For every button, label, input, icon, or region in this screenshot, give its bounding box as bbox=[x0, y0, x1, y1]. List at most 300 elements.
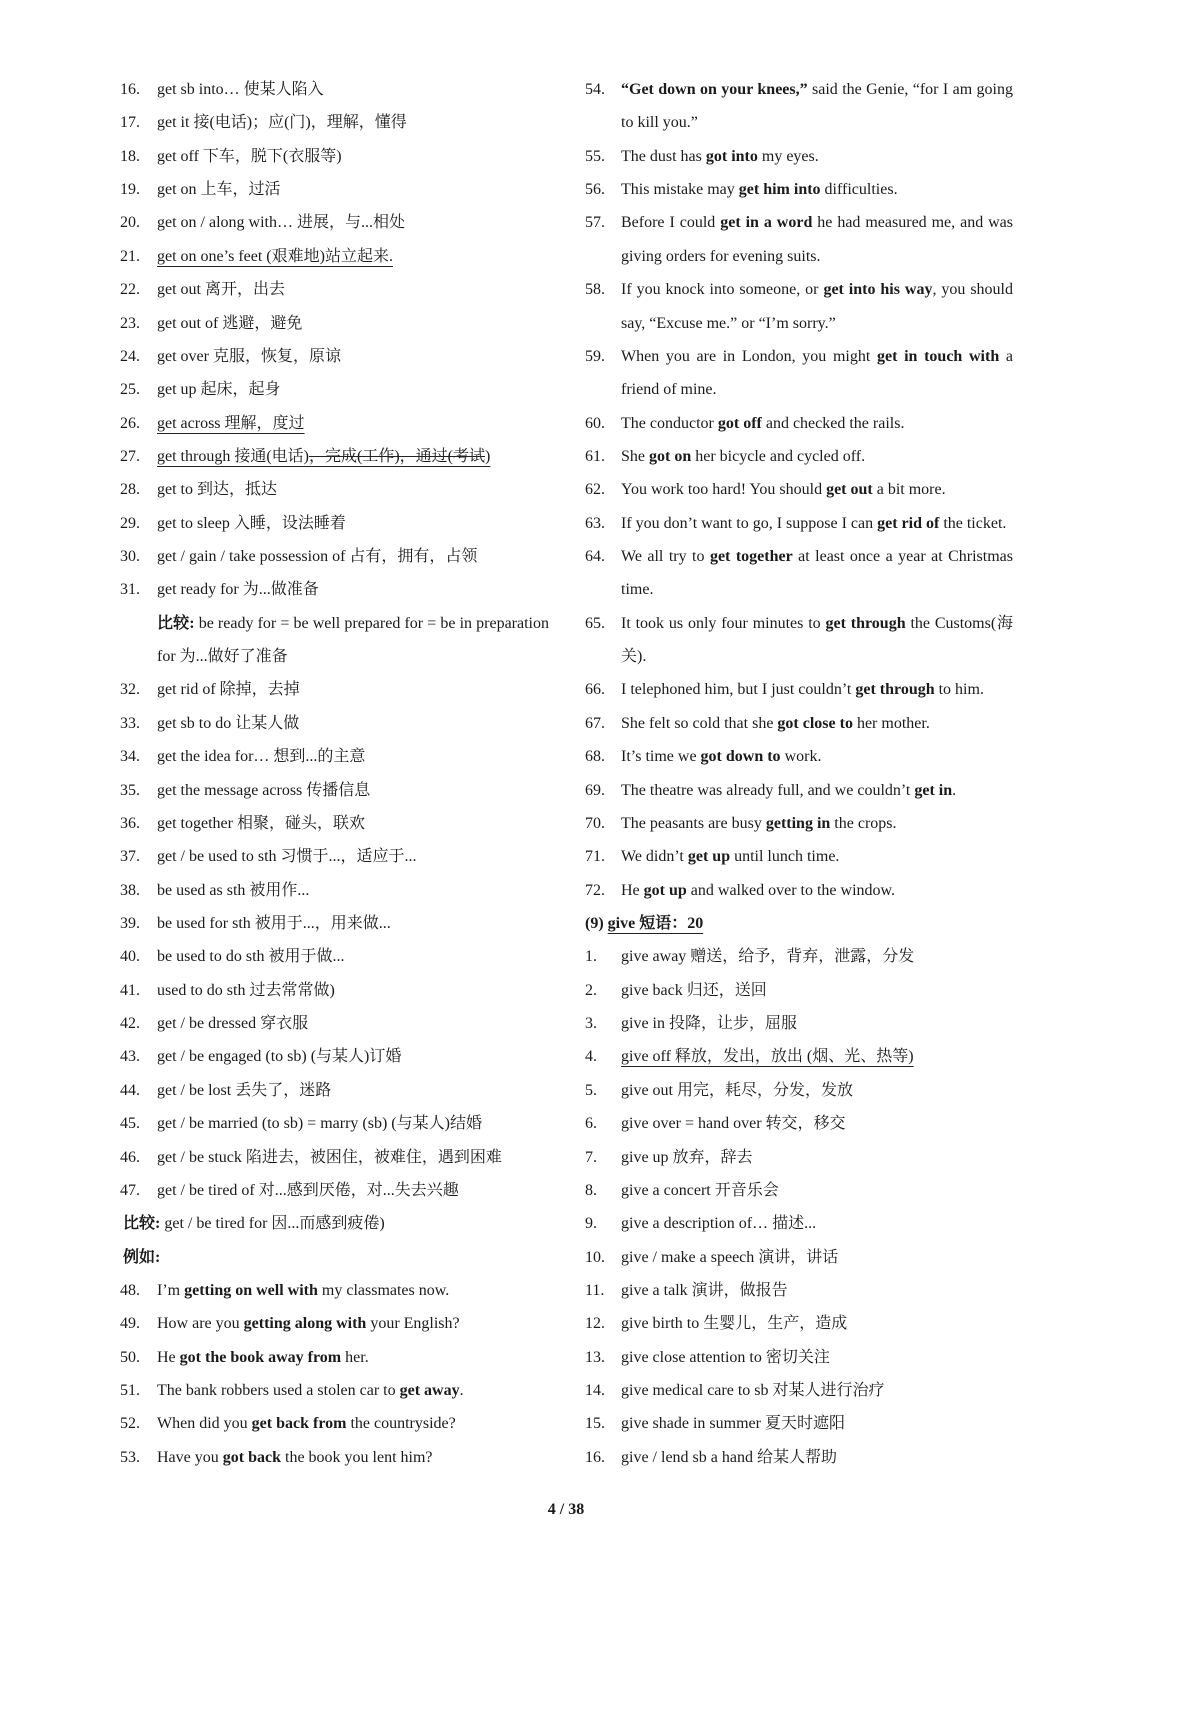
item-number: 51. bbox=[120, 1382, 140, 1400]
text-segment: be used as sth 被用作... bbox=[157, 881, 310, 899]
text-segment: get / be dressed 穿衣服 bbox=[157, 1015, 309, 1033]
text-segment: You work too hard! You should bbox=[621, 481, 827, 499]
item-text bbox=[621, 840, 1013, 873]
list-item bbox=[585, 940, 1013, 973]
list-item bbox=[585, 1341, 1013, 1374]
list-item-continuation bbox=[585, 373, 1013, 406]
text-segment: This mistake may bbox=[621, 181, 739, 199]
text-segment: friend of mine. bbox=[621, 381, 717, 399]
text-segment: give close attention to 密切关注 bbox=[621, 1348, 830, 1366]
list-item bbox=[120, 507, 549, 540]
item-number: 11. bbox=[585, 1281, 605, 1299]
text-segment: If you don’t want to go, I suppose I can bbox=[621, 514, 878, 532]
item-text bbox=[157, 940, 549, 973]
bold-phrase: 比较: bbox=[123, 1215, 161, 1233]
item-number: 25. bbox=[120, 381, 140, 399]
list-item bbox=[585, 540, 1013, 573]
text-segment: be ready for = be well prepared for = be in preparation bbox=[194, 614, 549, 632]
text-segment: used to do sth 过去常常做) bbox=[157, 981, 335, 999]
list-item bbox=[585, 173, 1013, 206]
item-text bbox=[157, 540, 549, 573]
item-text bbox=[621, 940, 1013, 973]
text-segment: get on 上车，过活 bbox=[157, 181, 281, 199]
list-item bbox=[585, 673, 1013, 706]
item-text bbox=[157, 206, 549, 239]
text-segment: until lunch time. bbox=[730, 848, 840, 866]
list-item bbox=[120, 1074, 549, 1107]
text-segment: When did you bbox=[157, 1415, 252, 1433]
text-segment: to kill you.” bbox=[621, 114, 698, 132]
note-line bbox=[120, 1207, 549, 1240]
item-number: 21. bbox=[120, 247, 140, 265]
list-item bbox=[585, 1441, 1013, 1474]
item-number: 14. bbox=[585, 1382, 605, 1400]
list-item bbox=[585, 340, 1013, 373]
item-number: 67. bbox=[585, 714, 605, 732]
list-item bbox=[585, 1007, 1013, 1040]
text-segment: get up 起床，起身 bbox=[157, 381, 281, 399]
list-item bbox=[120, 673, 549, 706]
bold-phrase: got off bbox=[717, 414, 762, 432]
list-item bbox=[120, 1407, 549, 1440]
item-text bbox=[157, 140, 549, 173]
list-item bbox=[120, 273, 549, 306]
text-segment: get sb to do 让某人做 bbox=[157, 714, 300, 732]
item-number: 46. bbox=[120, 1148, 140, 1166]
list-item-continuation bbox=[585, 307, 1013, 340]
text-segment: give up 放弃，辞去 bbox=[621, 1148, 753, 1166]
list-item bbox=[120, 907, 549, 940]
item-number: 45. bbox=[120, 1115, 140, 1133]
text-segment: give / lend sb a hand 给某人帮助 bbox=[621, 1448, 837, 1466]
item-text bbox=[157, 1274, 549, 1307]
item-number: 39. bbox=[120, 914, 140, 932]
item-number: 55. bbox=[585, 147, 605, 165]
item-number: 49. bbox=[120, 1315, 140, 1333]
list-item bbox=[120, 440, 549, 473]
bold-phrase: get rid of bbox=[877, 514, 940, 532]
bold-phrase: get in a word bbox=[720, 214, 813, 232]
list-item bbox=[120, 173, 549, 206]
list-item bbox=[585, 840, 1013, 873]
text-segment: get to 到达，抵达 bbox=[157, 481, 277, 499]
item-text bbox=[621, 140, 1013, 173]
item-number: 38. bbox=[120, 881, 140, 899]
item-number: 15. bbox=[585, 1415, 605, 1433]
text-segment: get out of 逃避，避免 bbox=[157, 314, 303, 332]
text-segment: get / be tired of 对...感到厌倦，对...失去兴趣 bbox=[157, 1181, 459, 1199]
bold-phrase: got into bbox=[705, 147, 758, 165]
text-segment: the ticket. bbox=[939, 514, 1007, 532]
bold-phrase: “Get down on your knees,” bbox=[621, 81, 808, 98]
comparison-note bbox=[120, 640, 549, 673]
item-number: 56. bbox=[585, 181, 605, 199]
list-item bbox=[585, 507, 1013, 540]
item-text bbox=[157, 707, 549, 740]
text-segment: the countryside? bbox=[346, 1415, 456, 1433]
text-segment: difficulties. bbox=[820, 181, 898, 199]
item-text bbox=[621, 206, 1013, 239]
text-segment: her. bbox=[341, 1348, 369, 1366]
item-text bbox=[157, 73, 549, 106]
item-number: 10. bbox=[585, 1248, 605, 1266]
item-text bbox=[621, 1441, 1013, 1474]
item-number: 36. bbox=[120, 814, 140, 832]
item-number: 27. bbox=[120, 447, 140, 465]
bold-phrase: got back bbox=[222, 1448, 281, 1466]
list-item bbox=[585, 206, 1013, 239]
text-segment: get on / along with… 进展，与...相处 bbox=[157, 214, 405, 232]
item-text bbox=[157, 907, 549, 940]
bold-phrase: get into his way bbox=[823, 281, 933, 299]
bold-phrase: got up bbox=[643, 881, 687, 899]
item-number: 30. bbox=[120, 548, 140, 566]
text-segment: get the idea for… 想到...的主意 bbox=[157, 748, 366, 766]
text-segment: the crops. bbox=[830, 814, 897, 832]
item-text bbox=[157, 740, 549, 773]
list-item bbox=[120, 1007, 549, 1040]
item-number: 53. bbox=[120, 1448, 140, 1466]
list-item bbox=[585, 1307, 1013, 1340]
text-segment: It’s time we bbox=[621, 748, 701, 766]
bold-phrase: 例如: bbox=[123, 1248, 161, 1266]
text-segment: give medical care to sb 对某人进行治疗 bbox=[621, 1382, 885, 1400]
section-heading bbox=[585, 907, 1013, 940]
list-item bbox=[120, 473, 549, 506]
text-segment: get / be lost 丢失了，迷路 bbox=[157, 1081, 332, 1099]
text-segment: give a description of… 描述... bbox=[621, 1215, 817, 1233]
text-segment: time. bbox=[621, 581, 654, 599]
item-text bbox=[157, 507, 549, 540]
list-item bbox=[585, 140, 1013, 173]
text-segment: your English? bbox=[366, 1315, 460, 1333]
list-item bbox=[585, 1374, 1013, 1407]
bold-phrase: got the book away from bbox=[179, 1348, 342, 1366]
bold-phrase: got close to bbox=[777, 714, 853, 732]
item-text bbox=[621, 1274, 1013, 1307]
list-item bbox=[120, 707, 549, 740]
list-item bbox=[585, 273, 1013, 306]
text-segment: give a talk 演讲，做报告 bbox=[621, 1281, 788, 1299]
text-segment: We all try to bbox=[621, 548, 710, 566]
list-item bbox=[120, 1441, 549, 1474]
item-text bbox=[157, 673, 549, 706]
text-segment: and checked the rails. bbox=[761, 414, 905, 432]
item-text bbox=[157, 307, 549, 340]
list-item bbox=[585, 1207, 1013, 1240]
item-number: 64. bbox=[585, 548, 605, 566]
item-text bbox=[157, 407, 549, 440]
item-text bbox=[621, 774, 1013, 807]
text-segment: he had measured me, and was bbox=[812, 214, 1014, 232]
list-item-continuation bbox=[585, 640, 1013, 673]
text-segment: to him. bbox=[934, 681, 984, 699]
item-text bbox=[157, 106, 549, 139]
item-text bbox=[157, 240, 549, 273]
item-text bbox=[157, 1040, 549, 1073]
item-text bbox=[157, 173, 549, 206]
text-segment: ，完成(工作)，通过(考试 bbox=[308, 447, 485, 465]
text-segment: say, “Excuse me.” or “I’m sorry.” bbox=[621, 314, 836, 332]
item-number: 18. bbox=[120, 147, 140, 165]
text-segment: get / be engaged (to sb) (与某人)订婚 bbox=[157, 1048, 402, 1066]
text-segment: How are you bbox=[157, 1315, 244, 1333]
text-segment: give birth to 生婴儿，生产，造成 bbox=[621, 1315, 848, 1333]
item-number: 61. bbox=[585, 447, 605, 465]
list-item bbox=[585, 607, 1013, 640]
list-item bbox=[585, 1040, 1013, 1073]
list-item bbox=[585, 1107, 1013, 1140]
list-item-continuation bbox=[585, 573, 1013, 606]
text-segment: give / make a speech 演讲，讲话 bbox=[621, 1248, 839, 1266]
bold-phrase: get him into bbox=[738, 181, 821, 199]
item-text bbox=[157, 1441, 549, 1474]
item-number: 32. bbox=[120, 681, 140, 699]
text-segment: I’m bbox=[157, 1281, 185, 1299]
bold-phrase: 比较: bbox=[157, 614, 195, 632]
text-segment: She bbox=[621, 447, 649, 465]
item-number: 1. bbox=[585, 948, 597, 966]
text-segment: the Customs(海 bbox=[905, 614, 1014, 632]
text-segment: It took us only four minutes to bbox=[621, 614, 826, 632]
text-segment: Have you bbox=[157, 1448, 223, 1466]
item-number: 3. bbox=[585, 1015, 597, 1033]
bold-phrase: got down to bbox=[700, 748, 781, 766]
text-segment: get to sleep 入睡，设法睡着 bbox=[157, 514, 346, 532]
text-segment: give in 投降，让步，屈服 bbox=[621, 1015, 797, 1033]
item-number: 29. bbox=[120, 514, 140, 532]
item-text bbox=[157, 974, 549, 1007]
item-number: 52. bbox=[120, 1415, 140, 1433]
bold-phrase: get out bbox=[826, 481, 873, 499]
text-segment: 关). bbox=[621, 648, 647, 666]
text-segment: a bbox=[999, 347, 1013, 365]
item-number: 57. bbox=[585, 214, 605, 232]
list-item bbox=[585, 1074, 1013, 1107]
item-text bbox=[157, 840, 549, 873]
item-text bbox=[621, 240, 1013, 273]
page-number: 4 / 38 bbox=[547, 1501, 585, 1518]
item-number: 43. bbox=[120, 1048, 140, 1066]
bold-phrase: give 短语：20 bbox=[607, 914, 704, 932]
text-segment: give back 归还，送回 bbox=[621, 981, 767, 999]
item-text bbox=[157, 874, 549, 907]
text-segment: be used to do sth 被用于做... bbox=[157, 948, 345, 966]
text-segment: She felt so cold that she bbox=[621, 714, 778, 732]
item-number: 22. bbox=[120, 281, 140, 299]
text-segment: ) bbox=[484, 447, 491, 465]
item-number: 54. bbox=[585, 81, 605, 98]
item-number: 59. bbox=[585, 347, 605, 365]
text-segment: , you should bbox=[932, 281, 1014, 299]
list-item bbox=[585, 473, 1013, 506]
item-text bbox=[157, 774, 549, 807]
text-segment: her bicycle and cycled off. bbox=[691, 447, 866, 465]
text-segment: said the Genie, “for I am going bbox=[807, 81, 1013, 98]
item-text bbox=[621, 740, 1013, 773]
text-segment: get / gain / take possession of 占有，拥有，占领 bbox=[157, 548, 478, 566]
item-text bbox=[621, 1174, 1013, 1207]
list-item bbox=[120, 774, 549, 807]
list-item bbox=[120, 140, 549, 173]
text-segment: If you knock into someone, or bbox=[621, 281, 824, 299]
item-number: 9. bbox=[585, 1215, 597, 1233]
item-number: 41. bbox=[120, 981, 140, 999]
text-segment: He bbox=[621, 881, 644, 899]
bold-phrase: get up bbox=[687, 848, 731, 866]
item-text bbox=[621, 1141, 1013, 1174]
text-segment: give out 用完，耗尽，分发，发放 bbox=[621, 1081, 853, 1099]
bold-phrase: getting along with bbox=[243, 1315, 367, 1333]
item-number: 17. bbox=[120, 114, 140, 132]
item-text bbox=[157, 273, 549, 306]
text-segment: a bit more. bbox=[872, 481, 946, 499]
item-number: 60. bbox=[585, 414, 605, 432]
item-text bbox=[621, 1407, 1013, 1440]
text-segment: get off 下车，脱下(衣服等) bbox=[157, 147, 342, 165]
list-item bbox=[120, 1341, 549, 1374]
item-number: 31. bbox=[120, 581, 140, 599]
text-segment: get / be stuck 陷进去，被困住，被难住，遇到困难 bbox=[157, 1148, 502, 1166]
list-item-continuation bbox=[585, 240, 1013, 273]
item-text bbox=[621, 807, 1013, 840]
text-segment: We didn’t bbox=[621, 848, 688, 866]
item-number: 24. bbox=[120, 347, 140, 365]
item-text bbox=[621, 607, 1013, 640]
text-segment: He bbox=[157, 1348, 180, 1366]
text-segment: get rid of 除掉，去掉 bbox=[157, 681, 300, 699]
item-text bbox=[621, 307, 1013, 340]
item-text bbox=[157, 607, 549, 640]
text-segment: get ready for 为...做准备 bbox=[157, 581, 319, 599]
item-text bbox=[621, 373, 1013, 406]
item-text bbox=[621, 507, 1013, 540]
item-text bbox=[157, 440, 549, 473]
item-number: 42. bbox=[120, 1015, 140, 1033]
item-number: 63. bbox=[585, 514, 605, 532]
item-number: 70. bbox=[585, 814, 605, 832]
list-item bbox=[120, 974, 549, 1007]
list-item bbox=[585, 1407, 1013, 1440]
item-text bbox=[621, 473, 1013, 506]
item-text bbox=[621, 407, 1013, 440]
list-item bbox=[120, 940, 549, 973]
right-column bbox=[585, 73, 1013, 1474]
text-segment: my classmates now. bbox=[317, 1281, 450, 1299]
item-number: 7. bbox=[585, 1148, 597, 1166]
list-item bbox=[120, 106, 549, 139]
bold-phrase: get away bbox=[399, 1382, 460, 1400]
item-text bbox=[157, 1174, 549, 1207]
text-segment: my eyes. bbox=[757, 147, 819, 165]
list-item bbox=[585, 874, 1013, 907]
text-segment: give shade in summer 夏天时遮阳 bbox=[621, 1415, 845, 1433]
item-number: 6. bbox=[585, 1115, 597, 1133]
item-text bbox=[621, 1241, 1013, 1274]
item-text bbox=[621, 707, 1013, 740]
item-text bbox=[157, 340, 549, 373]
text-segment: the book you lent him? bbox=[281, 1448, 433, 1466]
left-column bbox=[120, 73, 549, 1474]
note-line bbox=[120, 1241, 549, 1274]
item-text bbox=[621, 640, 1013, 673]
item-text bbox=[621, 1341, 1013, 1374]
list-item bbox=[585, 73, 1013, 106]
bold-phrase: get in bbox=[914, 781, 953, 799]
list-item bbox=[120, 1107, 549, 1140]
list-item bbox=[120, 540, 549, 573]
item-text bbox=[621, 340, 1013, 373]
list-item bbox=[585, 707, 1013, 740]
comparison-note bbox=[120, 607, 549, 640]
item-text bbox=[157, 1007, 549, 1040]
item-text bbox=[157, 1074, 549, 1107]
item-text bbox=[621, 106, 1013, 139]
text-segment: . bbox=[952, 781, 957, 799]
list-item bbox=[120, 307, 549, 340]
item-text bbox=[621, 440, 1013, 473]
item-number: 26. bbox=[120, 414, 140, 432]
text-segment: get sb into… 使某人陷入 bbox=[157, 81, 324, 98]
text-segment: get through 接通(电话) bbox=[157, 447, 309, 465]
item-text bbox=[621, 540, 1013, 573]
item-text bbox=[585, 907, 977, 940]
item-text bbox=[621, 1074, 1013, 1107]
item-text bbox=[157, 1307, 549, 1340]
text-segment: get out 离开，出去 bbox=[157, 281, 285, 299]
bold-phrase: getting in bbox=[765, 814, 831, 832]
item-number: 40. bbox=[120, 948, 140, 966]
list-item bbox=[585, 807, 1013, 840]
item-number: 50. bbox=[120, 1348, 140, 1366]
bold-phrase: get through bbox=[855, 681, 935, 699]
bold-phrase: get in touch with bbox=[876, 347, 1000, 365]
list-item bbox=[120, 340, 549, 373]
item-number: 19. bbox=[120, 181, 140, 199]
bold-phrase: (9) bbox=[585, 914, 608, 932]
item-number: 47. bbox=[120, 1181, 140, 1199]
text-segment: get / be used to sth 习惯于...，适应于... bbox=[157, 848, 417, 866]
item-number: 69. bbox=[585, 781, 605, 799]
item-number: 4. bbox=[585, 1048, 597, 1066]
text-segment: giving orders for evening suits. bbox=[621, 247, 821, 265]
bold-phrase: got on bbox=[649, 447, 692, 465]
item-text bbox=[123, 1207, 515, 1240]
text-segment: The conductor bbox=[621, 414, 718, 432]
list-item bbox=[585, 740, 1013, 773]
item-text bbox=[621, 1107, 1013, 1140]
item-number: 34. bbox=[120, 748, 140, 766]
item-text bbox=[157, 1107, 549, 1140]
item-text bbox=[621, 1040, 1013, 1073]
item-number: 5. bbox=[585, 1081, 597, 1099]
text-segment: get together 相聚，碰头，联欢 bbox=[157, 814, 365, 832]
list-item bbox=[120, 407, 549, 440]
bold-phrase: getting on well with bbox=[184, 1281, 318, 1299]
list-item bbox=[120, 1141, 549, 1174]
text-segment: get it 接(电话)；应(门)，理解，懂得 bbox=[157, 114, 407, 132]
bold-phrase: get through bbox=[825, 614, 906, 632]
item-number: 72. bbox=[585, 881, 605, 899]
item-number: 65. bbox=[585, 614, 605, 632]
item-text bbox=[157, 1407, 549, 1440]
text-segment: The bank robbers used a stolen car to bbox=[157, 1382, 400, 1400]
item-number: 12. bbox=[585, 1315, 605, 1333]
list-item bbox=[585, 974, 1013, 1007]
item-text bbox=[157, 1341, 549, 1374]
text-segment: . bbox=[459, 1382, 464, 1400]
item-number: 23. bbox=[120, 314, 140, 332]
